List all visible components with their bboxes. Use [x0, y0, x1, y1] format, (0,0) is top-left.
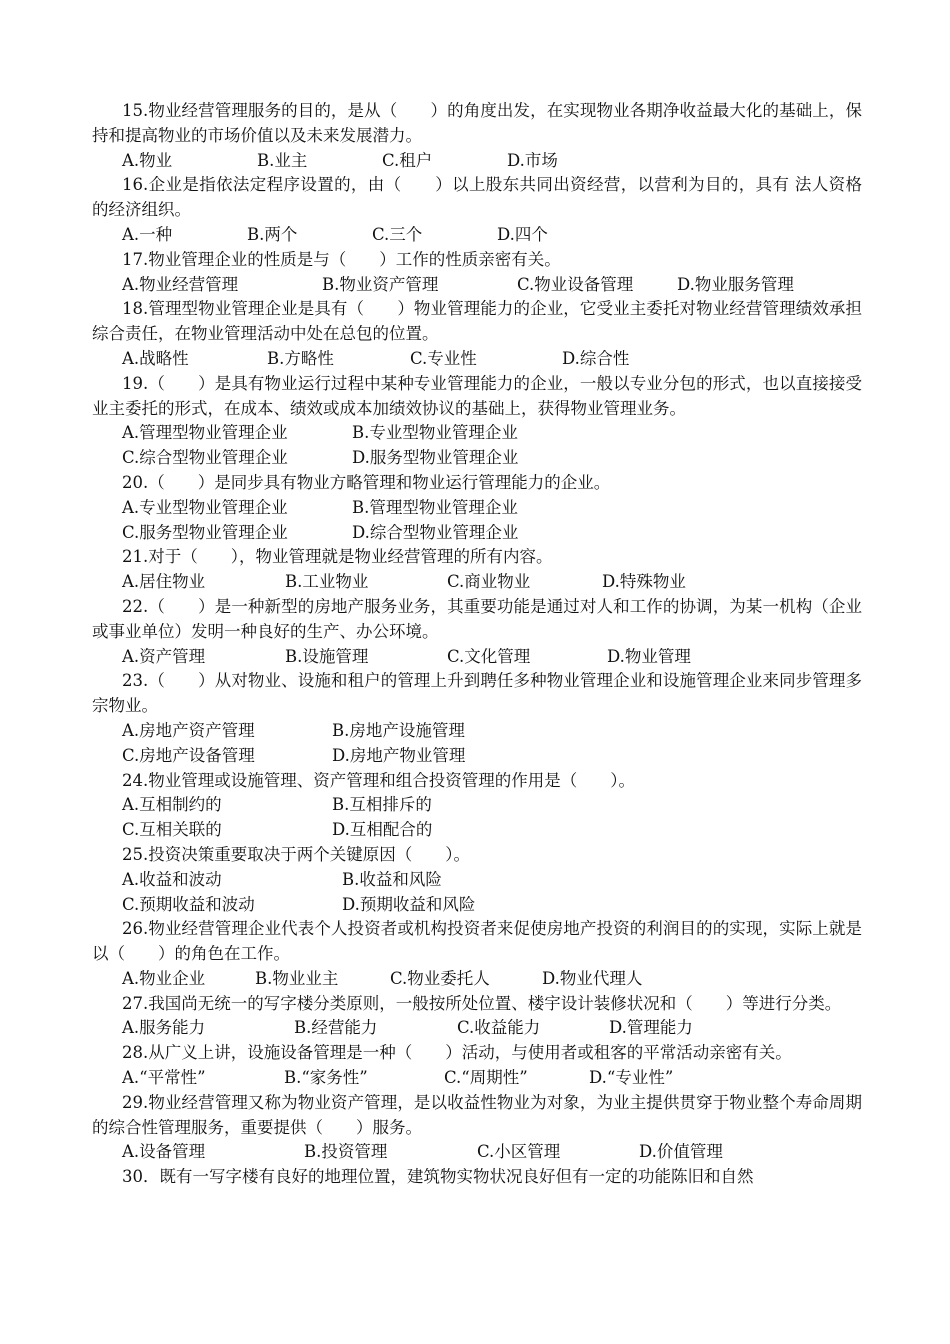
options-row — [92, 818, 862, 843]
option-c: C.收益能力 — [457, 1018, 541, 1038]
question-27: 27.我国尚无统一的写字楼分类原则，一般按所处位置、楼宇设计装修状况和（ ）等进行分类。 — [122, 993, 842, 1013]
options-row — [92, 645, 862, 670]
option-c: C.房地产设备管理 — [122, 745, 255, 765]
option-c: C.预期收益和波动 — [122, 894, 255, 914]
option-d: D.综合型物业管理企业 — [352, 522, 519, 542]
options-row — [92, 421, 862, 446]
options-row — [92, 793, 862, 818]
option-c: C.服务型物业管理企业 — [122, 522, 288, 542]
question-24: 24.物业管理或设施管理、资产管理和组合投资管理的作用是（ ）。 — [122, 770, 635, 790]
question-29: 29.物业经营管理又称为物业资产管理，是以收益性物业为对象，为业主提供贯穿于物业整个寿命周期的综合性管理服务，重要提供（ ）服务。 — [92, 1092, 862, 1137]
options-row — [92, 868, 862, 893]
option-c: C.商业物业 — [447, 572, 531, 592]
option-a: A.服务能力 — [122, 1018, 206, 1038]
option-d: D.互相配合的 — [332, 820, 433, 840]
question-19: 19.（ ）是具有物业运行过程中某种专业管理能力的企业，一般以专业分包的形式，也以直接接受业主委托的形式，在成本、绩效或成本加绩效协议的基础上，获得物业管理业务。 — [92, 373, 862, 418]
options-row — [92, 893, 862, 918]
options-row — [92, 149, 862, 174]
options-row — [92, 446, 862, 471]
option-d: D.预期收益和风险 — [342, 894, 476, 914]
option-a: A.“平常性” — [122, 1068, 206, 1088]
option-d: D.物业服务管理 — [677, 274, 794, 294]
option-b: B.投资管理 — [304, 1142, 388, 1162]
options-row — [92, 223, 862, 248]
options-row — [92, 1140, 862, 1165]
options-row — [92, 744, 862, 769]
option-a: A.管理型物业管理企业 — [122, 423, 288, 443]
options-row — [92, 570, 862, 595]
option-d: D.物业代理人 — [542, 968, 643, 988]
option-a: A.物业经营管理 — [122, 274, 239, 294]
question-23: 23.（ ）从对物业、设施和租户的管理上升到聘任多种物业管理企业和设施管理企业来同步管理多宗物业。 — [92, 671, 862, 716]
option-b: B.“家务性” — [284, 1068, 368, 1088]
option-a: A.物业企业 — [122, 968, 206, 988]
option-c: C.综合型物业管理企业 — [122, 448, 288, 468]
option-c: C.物业设备管理 — [517, 274, 634, 294]
question-26: 26.物业经营管理企业代表个人投资者或机构投资者来促使房地产投资的利润目的的实现，实际上就是以（ ）的角色在工作。 — [92, 919, 862, 964]
question-22: 22.（ ）是一种新型的房地产服务业务，其重要功能是通过对人和工作的协调，为某一机构（企业或事业单位）发明一种良好的生产、办公环境。 — [92, 596, 862, 641]
option-a: A.战略性 — [122, 348, 189, 368]
option-d: D.房地产物业管理 — [332, 745, 466, 765]
option-c: C.三个 — [372, 224, 423, 244]
option-c: C.小区管理 — [477, 1142, 561, 1162]
question-28: 28.从广义上讲，设施设备管理是一种（ ）活动，与使用者或租客的平常活动亲密有关。 — [122, 1043, 792, 1063]
option-a: A.收益和波动 — [122, 869, 222, 889]
option-d: D.物业管理 — [607, 646, 691, 666]
option-c: C.物业委托人 — [390, 968, 490, 988]
options-row — [92, 347, 862, 372]
question-20: 20.（ ）是同步具有物业方略管理和物业运行管理能力的企业。 — [122, 472, 611, 492]
option-b: B.物业资产管理 — [322, 274, 439, 294]
options-row — [92, 521, 862, 546]
question-30: 30．既有一写字楼有良好的地理位置，建筑物实物状况良好但有一定的功能陈旧和自然 — [122, 1167, 754, 1187]
option-a: A.一种 — [122, 224, 173, 244]
options-row — [92, 496, 862, 521]
option-b: B.方略性 — [267, 348, 334, 368]
options-row — [92, 1066, 862, 1091]
option-d: D.管理能力 — [609, 1018, 693, 1038]
option-a: A.专业型物业管理企业 — [122, 497, 288, 517]
option-a: A.物业 — [122, 150, 173, 170]
option-b: B.收益和风险 — [342, 869, 442, 889]
options-row — [92, 1016, 862, 1041]
document-body — [92, 99, 862, 1190]
option-b: B.业主 — [257, 150, 308, 170]
option-d: D.服务型物业管理企业 — [352, 448, 519, 468]
option-d: D.特殊物业 — [602, 572, 686, 592]
question-21: 21.对于（ ），物业管理就是物业经营管理的所有内容。 — [122, 547, 553, 567]
option-b: B.工业物业 — [285, 572, 369, 592]
question-16: 16.企业是指依法定程序设置的，由（ ）以上股东共同出资经营，以营利为目的，具有 法人资格的经济组织。 — [92, 175, 862, 220]
question-25: 25.投资决策重要取决于两个关键原因（ ）。 — [122, 844, 470, 864]
option-d: D.价值管理 — [639, 1142, 723, 1162]
option-c: C.租户 — [382, 150, 433, 170]
option-a: A.设备管理 — [122, 1142, 206, 1162]
option-c: C.“周期性” — [444, 1068, 528, 1088]
options-row — [92, 967, 862, 992]
options-row — [92, 719, 862, 744]
options-row — [92, 273, 862, 298]
option-b: B.专业型物业管理企业 — [352, 423, 518, 443]
option-d: D.综合性 — [562, 348, 630, 368]
option-a: A.资产管理 — [122, 646, 206, 666]
option-b: B.物业业主 — [255, 968, 339, 988]
question-17: 17.物业管理企业的性质是与（ ）工作的性质亲密有关。 — [122, 249, 561, 269]
option-a: A.居住物业 — [122, 572, 206, 592]
option-b: B.房地产设施管理 — [332, 720, 465, 740]
option-c: C.互相关联的 — [122, 820, 222, 840]
option-b: B.设施管理 — [285, 646, 369, 666]
option-b: B.互相排斥的 — [332, 795, 432, 815]
option-d: D.“专业性” — [589, 1068, 674, 1088]
option-b: B.经营能力 — [294, 1018, 378, 1038]
question-15: 15.物业经营管理服务的目的，是从（ ）的角度出发，在实现物业各期净收益最大化的基础上，保持和提高物业的市场价值以及未来发展潜力。 — [92, 101, 862, 145]
question-18: 18.管理型物业管理企业是具有（ ）物业管理能力的企业，它受业主委托对物业经营管理绩效承担综合责任，在物业管理活动中处在总包的位置。 — [92, 299, 862, 344]
option-b: B.管理型物业管理企业 — [352, 497, 518, 517]
option-d: D.市场 — [507, 150, 558, 170]
option-c: C.专业性 — [410, 348, 477, 368]
option-b: B.两个 — [247, 224, 298, 244]
option-a: A.房地产资产管理 — [122, 720, 255, 740]
option-a: A.互相制约的 — [122, 795, 222, 815]
option-c: C.文化管理 — [447, 646, 531, 666]
option-d: D.四个 — [497, 224, 548, 244]
